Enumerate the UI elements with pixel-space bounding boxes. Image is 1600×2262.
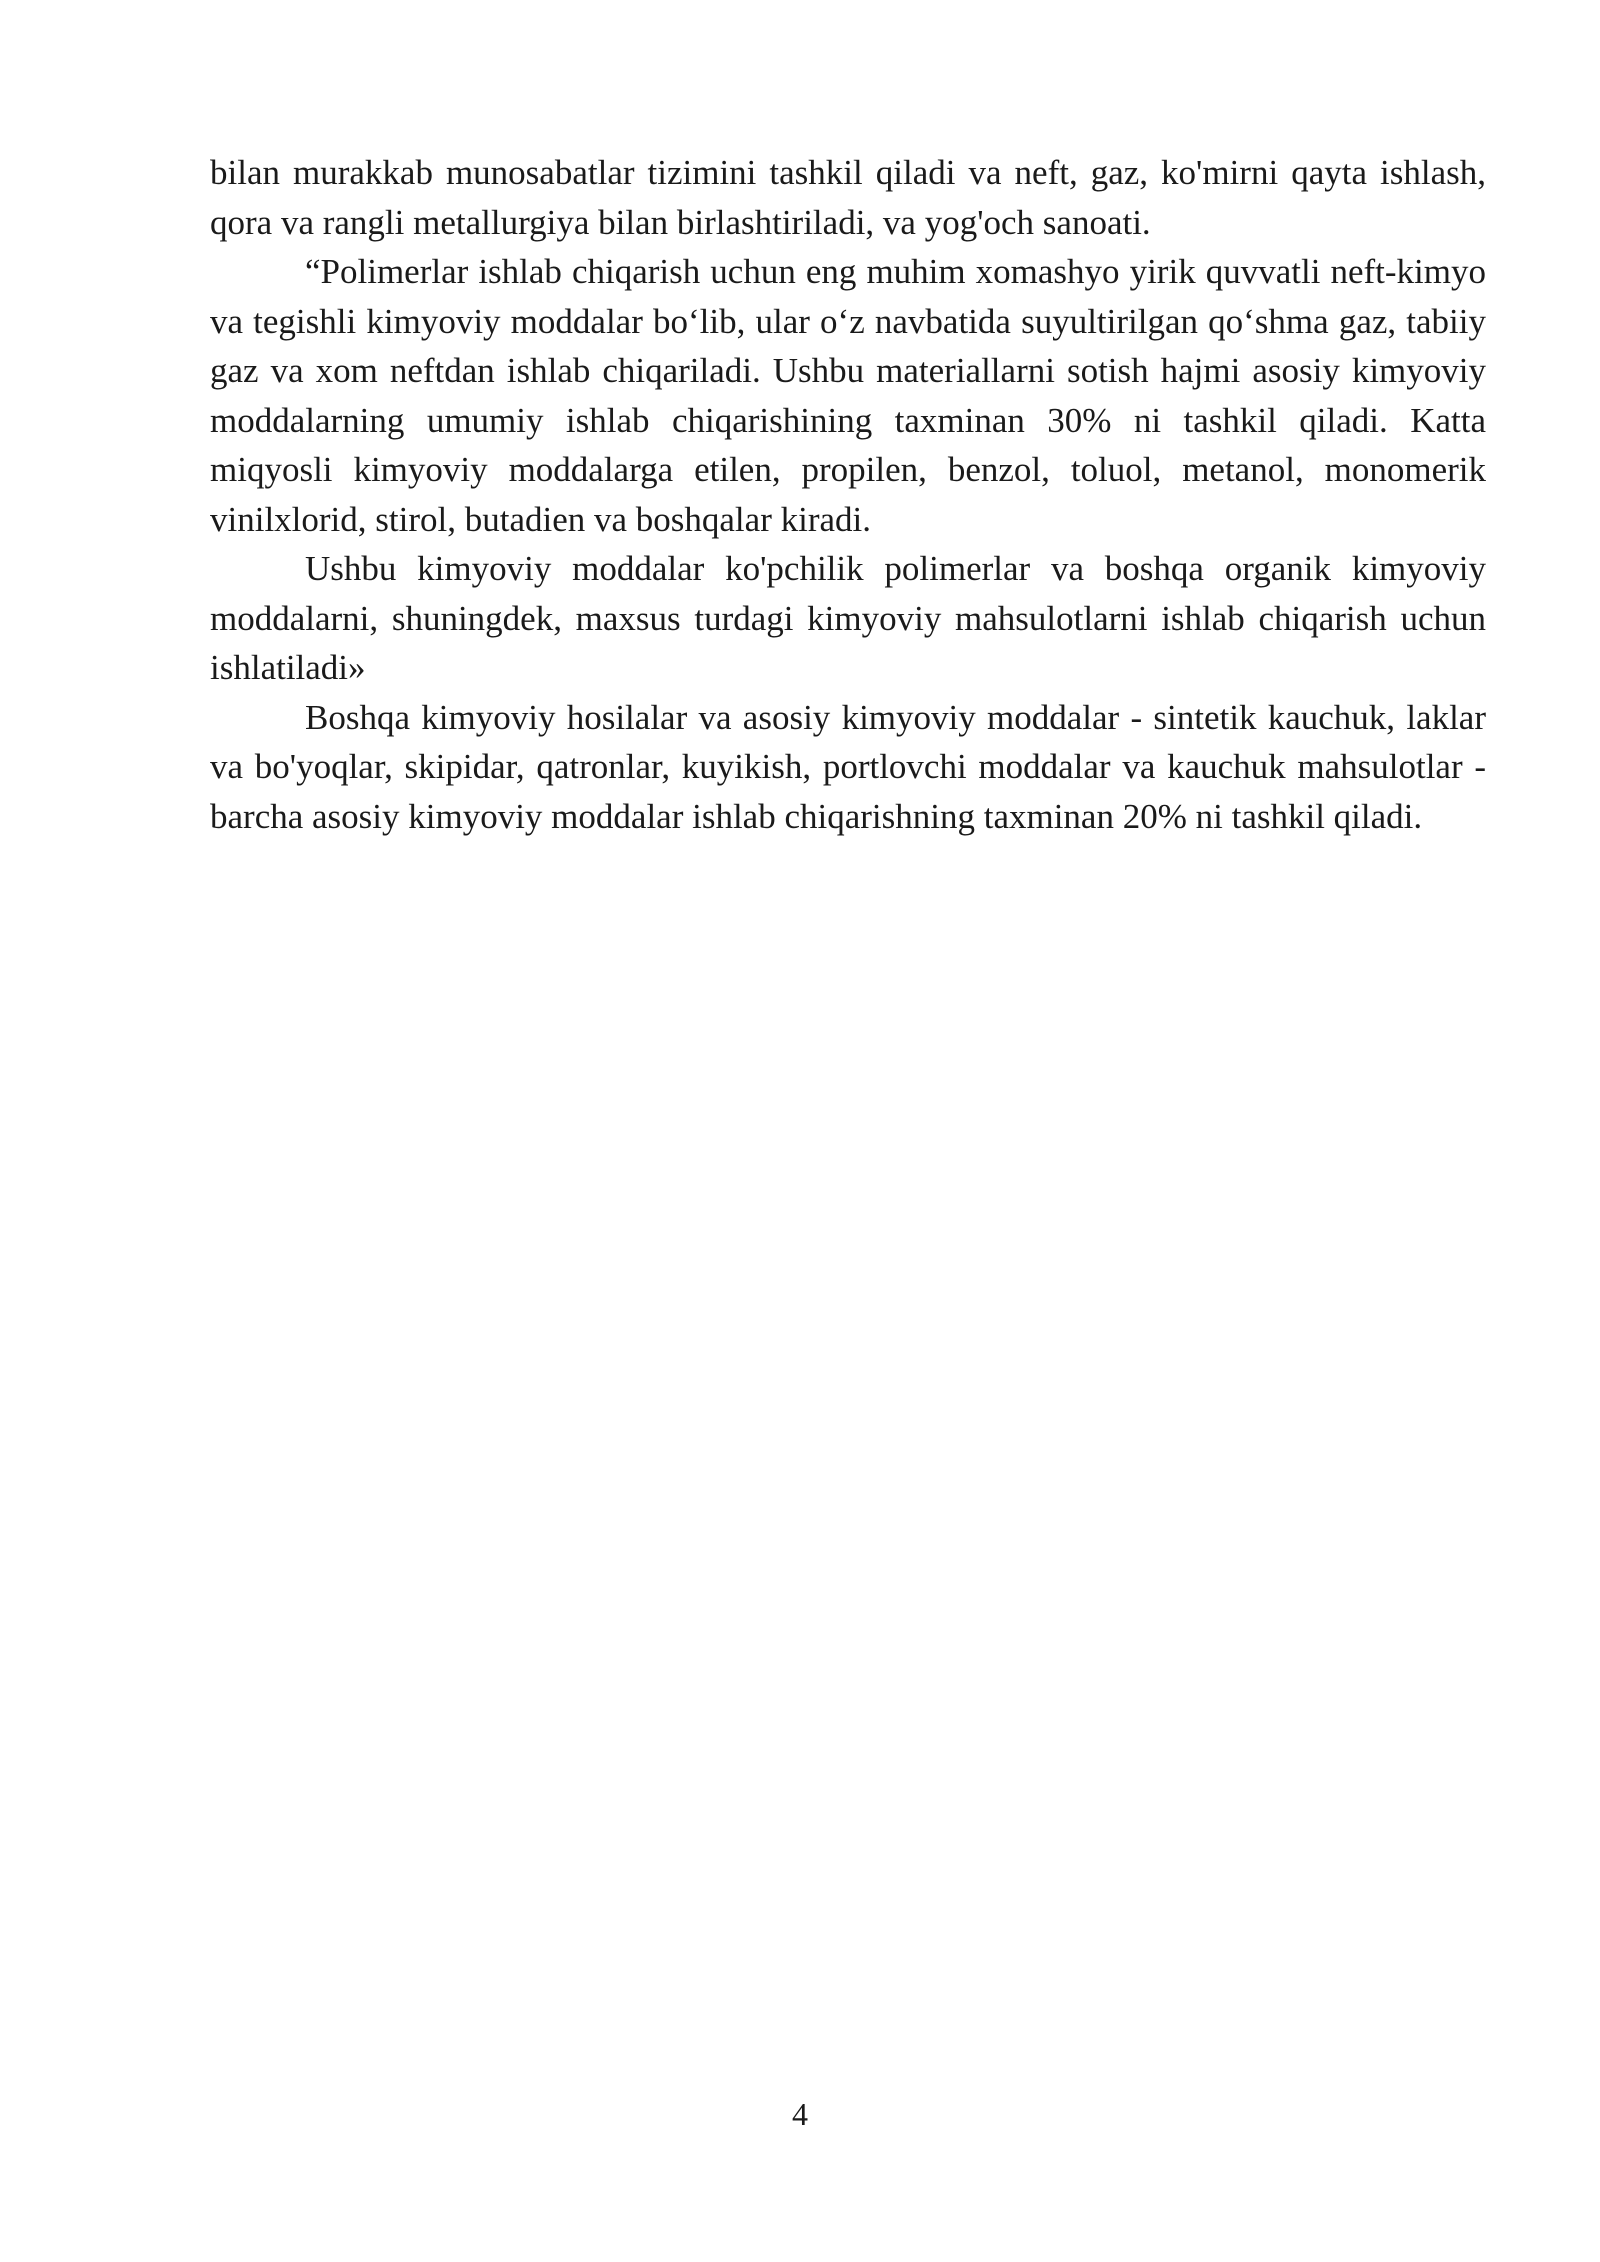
paragraph-derivatives: Boshqa kimyoviy hosilalar va asosiy kimyoviy moddalar - sintetik kauchuk, laklar va bo'yoqlar, skipidar, qatronlar, kuyikish, portlovchi moddalar va kauchuk mahsulotlar - barcha asosiy kimyoviy moddalar ishlab chiqarishning taxminan 20% ni tashkil qiladi. [210, 697, 1486, 836]
paragraph-quote-start: “Polimerlar ishlab chiqarish uchun eng muhim xomashyo yirik quvvatli neft-kimyo va tegishli kimyoviy moddalar bo‘lib, ular o‘z navbatida suyultirilgan qo‘shma gaz, tabiiy gaz va xom neftdan ishlab chiqariladi. Ushbu materiallarni sotish hajmi asosiy kimyoviy moddalarning umumiy ishlab chiqarishining taxminan 30% ni tashkil qiladi. Katta miqyosli kimyoviy moddalarga etilen, propilen, benzol, toluol, metanol, monomerik vinilxlorid, stirol, butadien va boshqalar kiradi. [210, 252, 1486, 539]
paragraph-continuation: bilan murakkab munosabatlar tizimini tashkil qiladi va neft, gaz, ko'mirni qayta ishlash, qora va rangli metallurgiya bilan birlashtiriladi, va yog'och sanoati. [210, 153, 1486, 242]
page-number: 4 [792, 2096, 808, 2132]
paragraph-quote-end: Ushbu kimyoviy moddalar ko'pchilik polimerlar va boshqa organik kimyoviy moddalarni, shuningdek, maxsus turdagi kimyoviy mahsulotlarni ishlab chiqarish uchun ishlatiladi» [210, 549, 1486, 687]
body-text [210, 148, 1486, 841]
